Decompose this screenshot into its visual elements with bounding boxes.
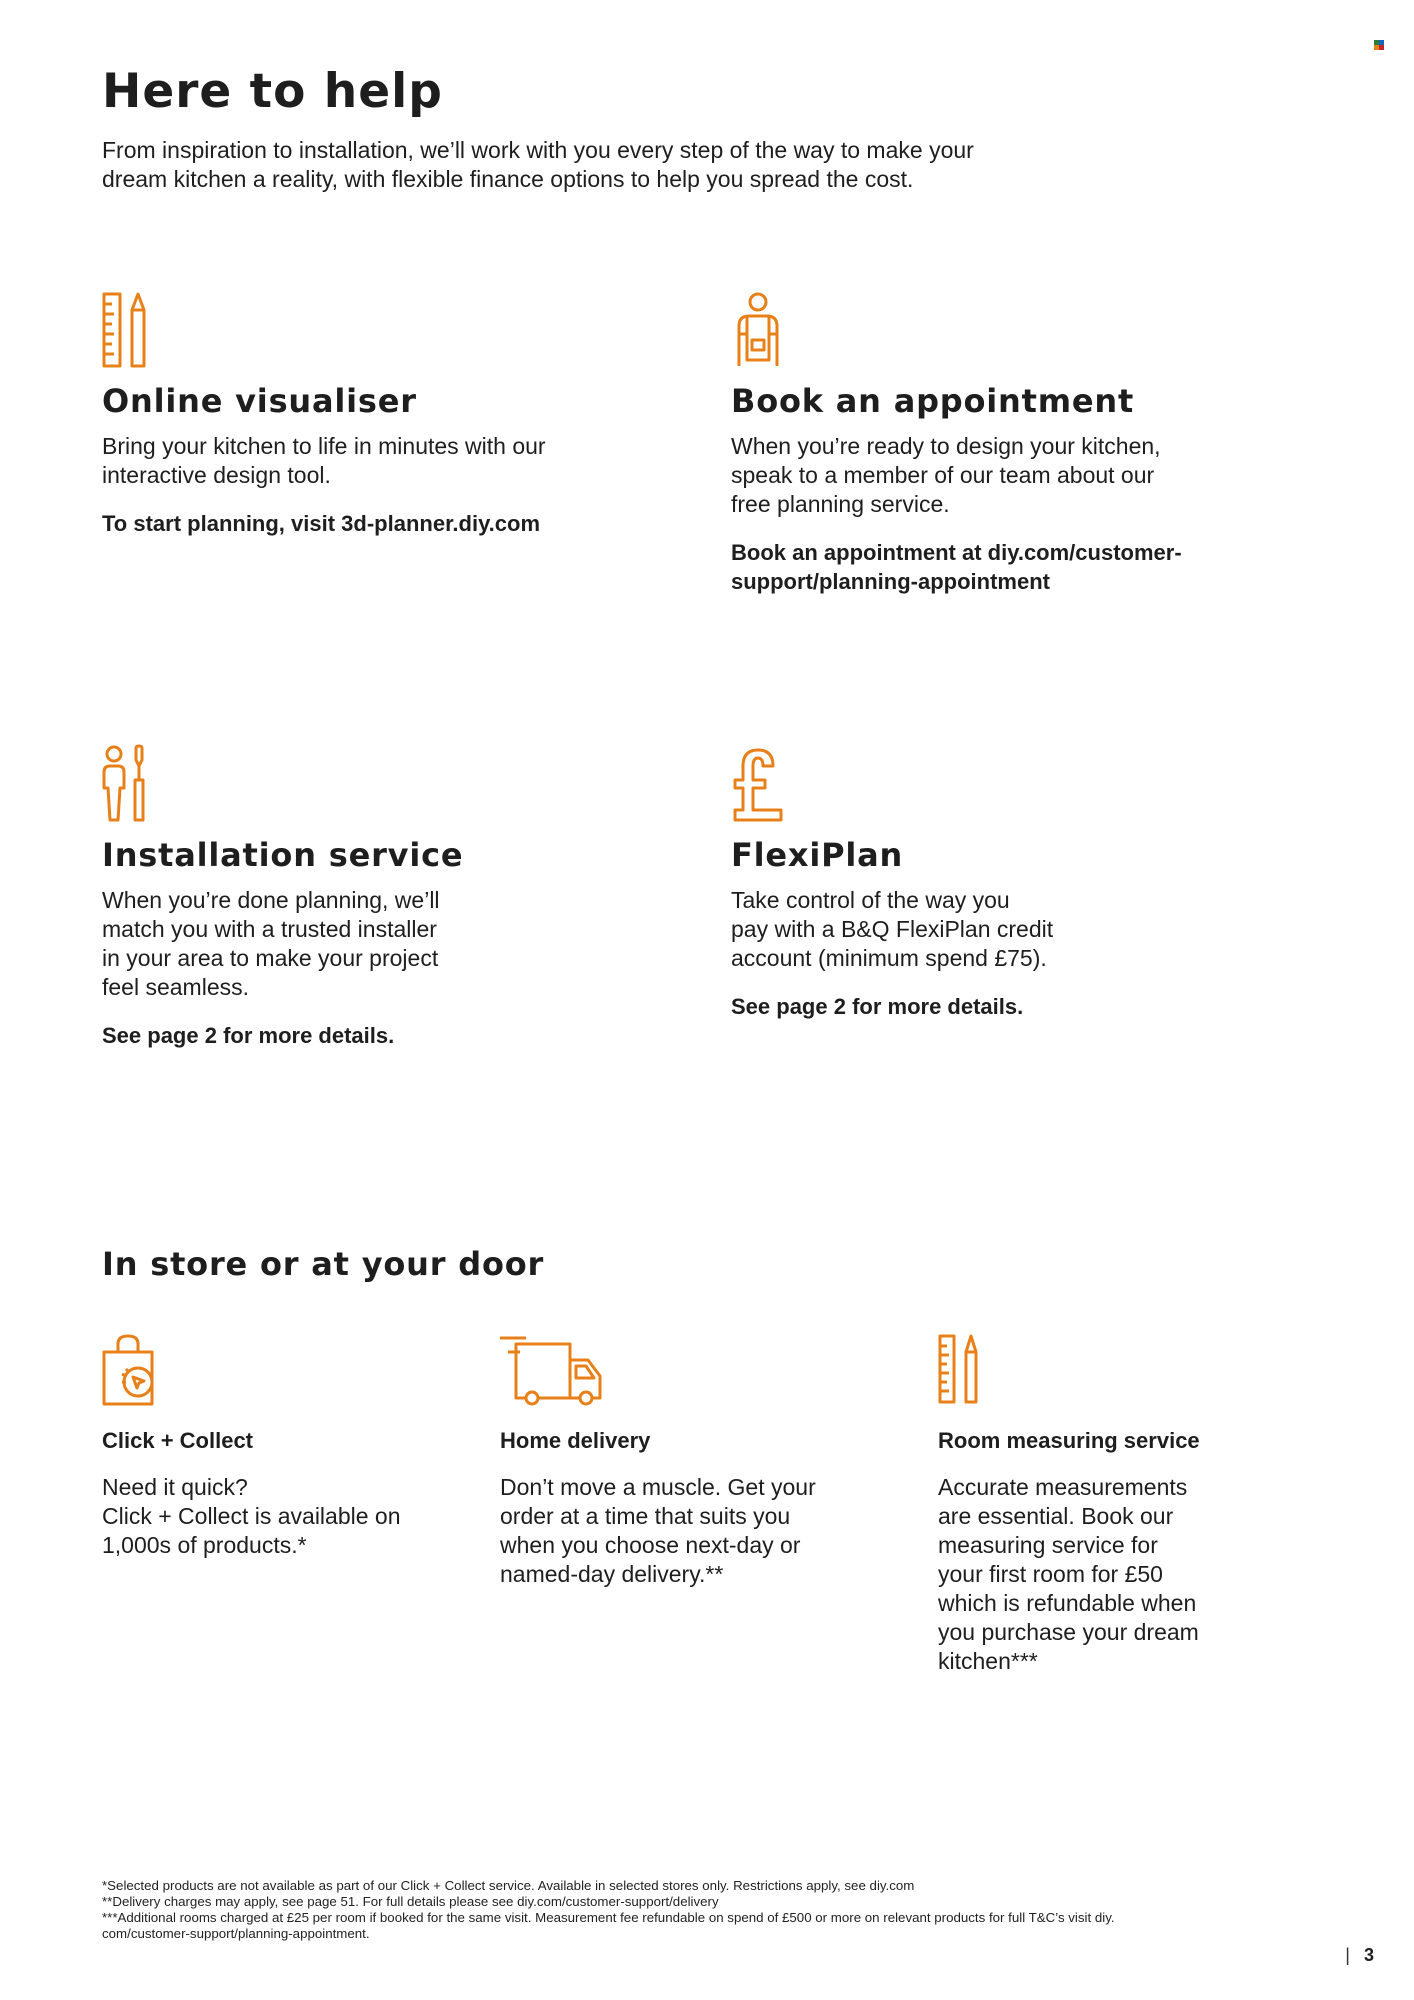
page-number-area: [1345, 1945, 1374, 1966]
card-body: [731, 886, 1291, 973]
card-body-line: Take control of the way you: [731, 887, 1010, 913]
card-cta: [731, 992, 1291, 1021]
person-apron-icon: [731, 290, 785, 370]
installer-screwdriver-icon: [102, 744, 156, 824]
service-body-line: Need it quick?: [102, 1474, 248, 1500]
card-body: [102, 886, 662, 1002]
service-home-delivery: [500, 1334, 900, 1589]
card-title: Book an appointment: [731, 382, 1135, 420]
card-online-visualiser: [102, 290, 662, 538]
footnote: ***Additional rooms charged at £25 per room if booked for the same visit. Measurement fee refundable on spend of £500 or more on relevant products for full T&C’s visit diy.: [102, 1910, 1115, 1925]
service-body-line: which is refundable when: [938, 1590, 1197, 1616]
intro-text: [102, 136, 1062, 194]
card-cta: [102, 1021, 662, 1050]
card-body-line: match you with a trusted installer: [102, 916, 437, 942]
card-body-line: account (minimum spend £75).: [731, 945, 1047, 971]
service-body-line: Click + Collect is available on: [102, 1503, 401, 1529]
planner-link[interactable]: To start planning, visit 3d-planner.diy.com: [102, 511, 541, 536]
page-number: 3: [1363, 1945, 1374, 1965]
card-body-line: free planning service.: [731, 491, 950, 517]
card-body-line: interactive design tool.: [102, 462, 331, 488]
card-body-line: pay with a B&Q FlexiPlan credit: [731, 916, 1054, 942]
appointment-link[interactable]: support/planning-appointment: [731, 569, 1050, 594]
color-swatch-icon: [1374, 40, 1384, 50]
service-body: [500, 1473, 900, 1589]
service-title: Room measuring service: [938, 1428, 1200, 1453]
intro-line: From inspiration to installation, we’ll work with you every step of the way to make your: [102, 137, 974, 163]
intro-line: dream kitchen a reality, with flexible finance options to help you spread the cost.: [102, 166, 914, 192]
service-title: Home delivery: [500, 1428, 651, 1453]
card-body-line: When you’re done planning, we’ll: [102, 887, 440, 913]
footnote: **Delivery charges may apply, see page 51. For full details please see diy.com/customer-support/delivery: [102, 1894, 719, 1909]
card-body-line: in your area to make your project: [102, 945, 439, 971]
card-cta-line: See page 2 for more details.: [731, 994, 1024, 1019]
service-body-line: Accurate measurements: [938, 1474, 1188, 1500]
card-body-line: feel seamless.: [102, 974, 250, 1000]
service-body-line: 1,000s of products.*: [102, 1532, 307, 1558]
card-cta[interactable]: [731, 538, 1271, 596]
card-book-appointment: [731, 290, 1271, 596]
service-body: [102, 1473, 502, 1560]
card-body: [731, 432, 1271, 519]
service-body-line: your first room for £50: [938, 1561, 1163, 1587]
footnotes: [102, 1878, 1252, 1942]
service-body-line: are essential. Book our: [938, 1503, 1174, 1529]
appointment-link[interactable]: Book an appointment at diy.com/customer-: [731, 540, 1182, 565]
delivery-van-icon: [500, 1334, 610, 1406]
service-body-line: named-day delivery.**: [500, 1561, 724, 1587]
page-separator: |: [1345, 1945, 1350, 1965]
card-title: FlexiPlan: [731, 836, 904, 874]
card-installation-service: [102, 744, 662, 1050]
service-body-line: measuring service for: [938, 1532, 1158, 1558]
service-body-line: you purchase your dream: [938, 1619, 1199, 1645]
service-body-line: Don’t move a muscle. Get your: [500, 1474, 816, 1500]
card-cta[interactable]: [102, 509, 662, 538]
card-body-line: speak to a member of our team about our: [731, 462, 1155, 488]
pound-sign-icon: [731, 744, 785, 824]
shopping-bag-cursor-icon: [102, 1334, 212, 1406]
card-body-line: When you’re ready to design your kitchen,: [731, 433, 1161, 459]
service-body-line: order at a time that suits you: [500, 1503, 791, 1529]
page-title: Here to help: [102, 64, 443, 119]
service-body-line: kitchen***: [938, 1648, 1038, 1674]
card-body: [102, 432, 662, 490]
footnote: com/customer-support/planning-appointment.: [102, 1926, 370, 1941]
card-cta-line: See page 2 for more details.: [102, 1023, 395, 1048]
card-title: Installation service: [102, 836, 464, 874]
service-click-collect: [102, 1334, 502, 1560]
footnote: *Selected products are not available as part of our Click + Collect service. Available in selected stores only. Restrictions apply, see diy.com: [102, 1878, 915, 1893]
card-body-line: Bring your kitchen to life in minutes with our: [102, 433, 546, 459]
service-room-measuring: [938, 1334, 1338, 1676]
section-title: In store or at your door: [102, 1245, 545, 1283]
ruler-pencil-icon: [102, 290, 156, 370]
service-body: [938, 1473, 1338, 1676]
ruler-pencil-icon: [938, 1334, 1048, 1406]
card-flexiplan: [731, 744, 1291, 1021]
service-body-line: when you choose next-day or: [500, 1532, 801, 1558]
service-title: Click + Collect: [102, 1428, 254, 1453]
card-title: Online visualiser: [102, 382, 417, 420]
